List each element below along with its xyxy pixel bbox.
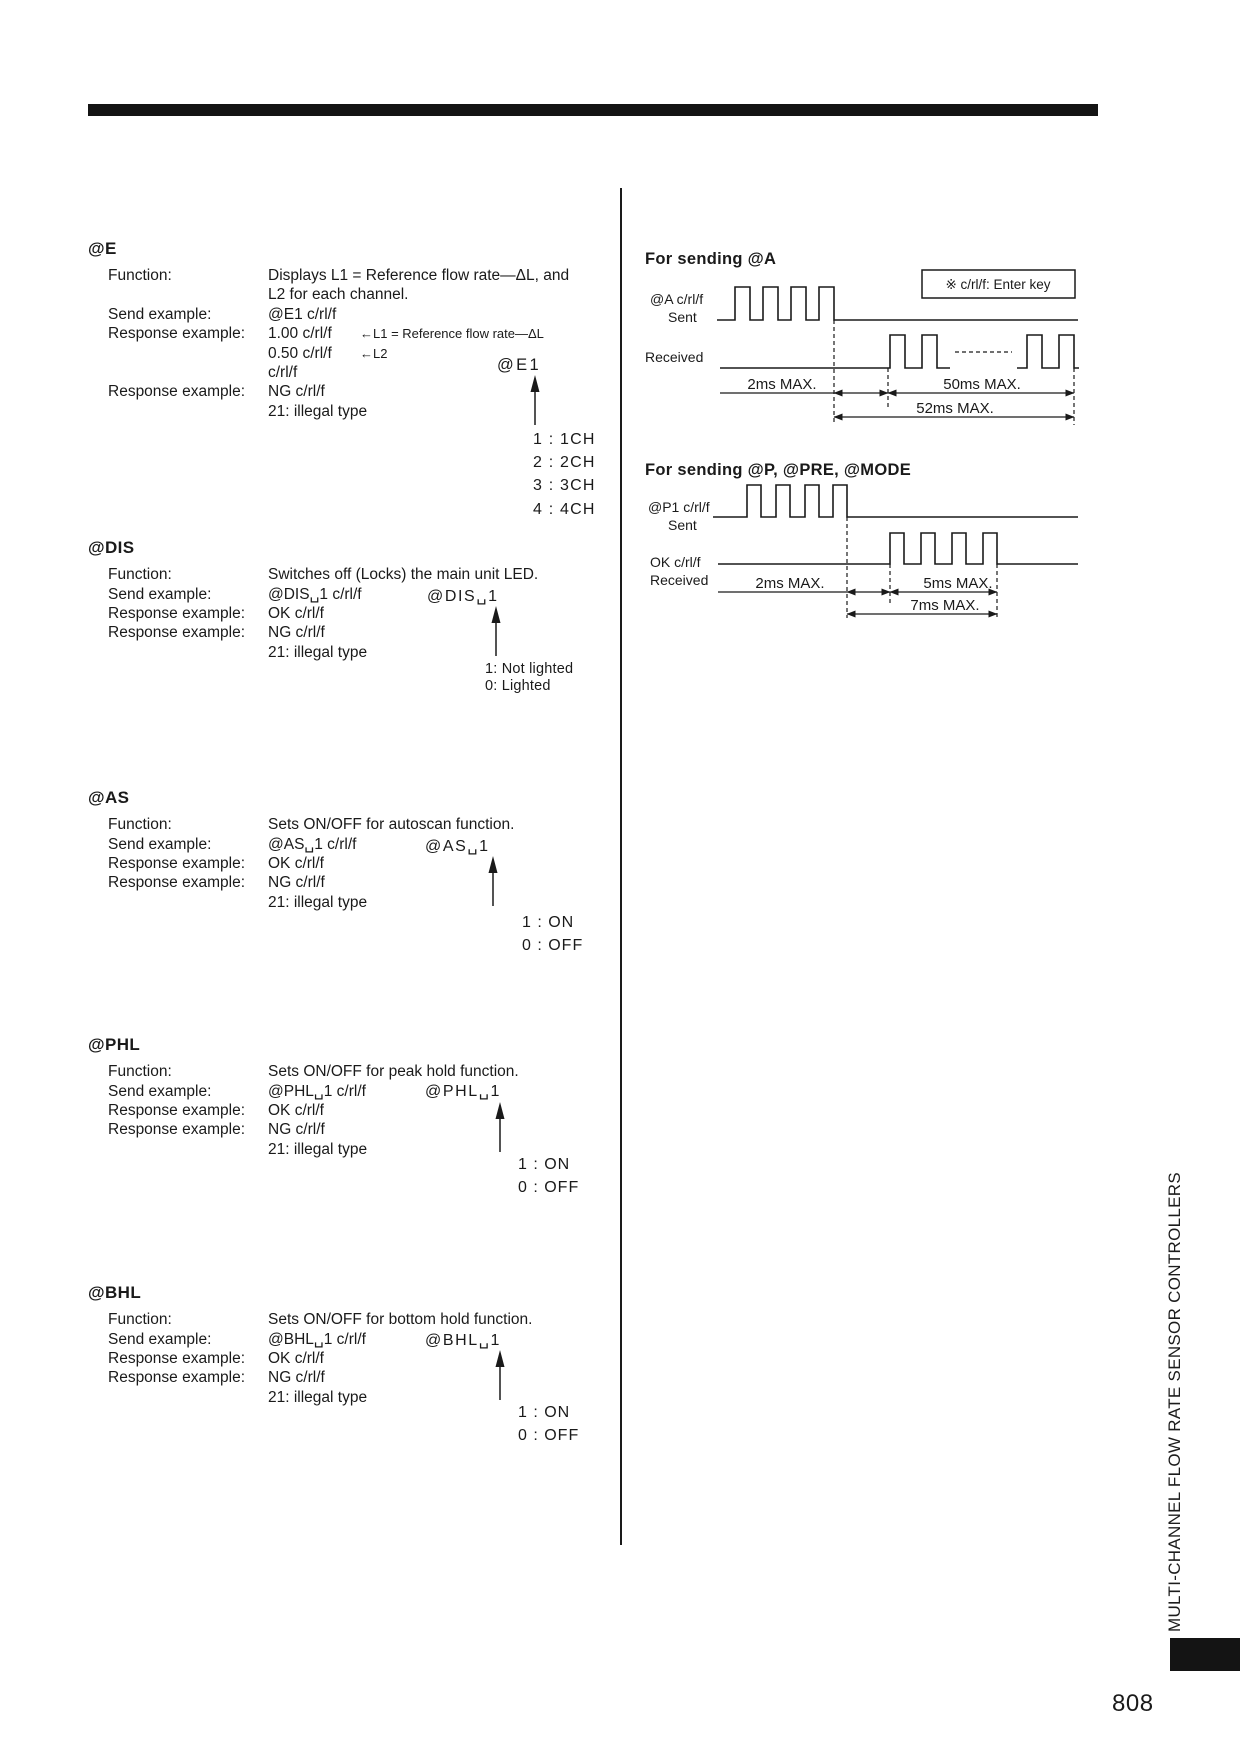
diagram-title-a: For sending @A bbox=[645, 250, 777, 268]
command-title: @E bbox=[88, 239, 117, 258]
spec-row bbox=[88, 306, 613, 325]
legend-item: 0: Lighted bbox=[485, 678, 551, 695]
column-divider bbox=[620, 188, 622, 1545]
spec-value: Sets ON/OFF for peak hold function. bbox=[268, 1063, 519, 1080]
spec-value: NG c/rl/f bbox=[268, 1121, 325, 1139]
spec-value: Displays L1 = Reference flow rate—ΔL, and bbox=[268, 267, 570, 284]
spec-value: NG c/rl/f bbox=[268, 624, 325, 642]
up-arrow-icon bbox=[485, 856, 501, 906]
spec-row bbox=[88, 855, 613, 874]
top-rule bbox=[88, 104, 1098, 116]
received-waveform bbox=[718, 533, 1078, 564]
dimension-label-50ms: 50ms MAX. bbox=[943, 376, 1021, 393]
spec-value: @E1 c/rl/f bbox=[268, 305, 337, 323]
received-label: Received bbox=[650, 572, 709, 588]
spec-label: Response example: bbox=[108, 854, 245, 872]
spec-row bbox=[88, 1311, 613, 1330]
spec-label: Response example: bbox=[108, 1121, 245, 1139]
legend-item: 3 : 3CH bbox=[533, 477, 596, 495]
spec-value bbox=[268, 345, 387, 363]
dimension-label-2ms: 2ms MAX. bbox=[747, 376, 817, 393]
up-arrow-icon bbox=[492, 1350, 508, 1400]
spec-row bbox=[88, 1082, 613, 1101]
legend-item: 1 : ON bbox=[518, 1156, 571, 1173]
command-annotation: @AS␣1 bbox=[425, 838, 490, 855]
response-value: 1.00 c/rl/f bbox=[268, 325, 332, 343]
sent-label: Sent bbox=[668, 517, 697, 533]
spec-value: L2 for each channel. bbox=[268, 286, 409, 304]
spec-value: OK c/rl/f bbox=[268, 604, 324, 622]
spec-row bbox=[88, 267, 613, 286]
spec-value: Sets ON/OFF for bottom hold function. bbox=[268, 1311, 533, 1328]
spec-row bbox=[88, 325, 613, 344]
spec-row bbox=[88, 835, 613, 854]
note-text: ※ c/rl/f: Enter key bbox=[945, 277, 1051, 292]
command-title: @AS bbox=[88, 788, 130, 807]
command-section-bhl bbox=[88, 1283, 613, 1408]
spec-label: Response example: bbox=[108, 383, 245, 401]
spec-label: Response example: bbox=[108, 1101, 245, 1119]
spec-label: Response example: bbox=[108, 1349, 245, 1367]
response-note: ←L2 bbox=[360, 345, 388, 361]
spec-label: Send example: bbox=[108, 586, 212, 604]
spec-row bbox=[88, 566, 613, 585]
command-section-as bbox=[88, 788, 613, 913]
received-label: Received bbox=[645, 349, 704, 365]
spec-label: Send example: bbox=[108, 836, 212, 854]
legend-e bbox=[533, 428, 596, 521]
command-annotation: @E1 bbox=[497, 356, 542, 374]
legend-item: 0 : OFF bbox=[518, 1427, 580, 1444]
legend-item: 2 : 2CH bbox=[533, 454, 596, 472]
spec-row bbox=[88, 585, 613, 604]
spec-label: Response example: bbox=[108, 874, 245, 892]
spec-label: Function: bbox=[108, 566, 172, 583]
command-annotation: @BHL␣1 bbox=[425, 1332, 502, 1349]
dimension-label-7ms: 7ms MAX. bbox=[910, 597, 980, 614]
spec-value: 21: illegal type bbox=[268, 893, 368, 911]
dimension-label-2ms: 2ms MAX. bbox=[755, 575, 825, 592]
spec-label: Response example: bbox=[108, 624, 245, 642]
command-annotation: @PHL␣1 bbox=[425, 1083, 502, 1100]
spec-row bbox=[88, 605, 613, 624]
legend-as bbox=[522, 911, 583, 957]
legend-dis bbox=[485, 661, 573, 695]
up-arrow-icon bbox=[527, 375, 543, 425]
spec-row bbox=[88, 1063, 613, 1082]
response-value: 0.50 c/rl/f bbox=[268, 344, 332, 362]
spec-value: OK c/rl/f bbox=[268, 1101, 324, 1119]
spec-row bbox=[88, 1102, 613, 1121]
legend-item: 0 : OFF bbox=[518, 1179, 580, 1196]
spec-row bbox=[88, 1369, 613, 1388]
spec-label: Function: bbox=[108, 267, 172, 284]
spec-value: 21: illegal type bbox=[268, 643, 368, 661]
legend-bhl bbox=[518, 1401, 579, 1447]
spec-value: NG c/rl/f bbox=[268, 1369, 325, 1387]
sent-label: Sent bbox=[668, 309, 697, 325]
spec-value: @AS␣1 c/rl/f bbox=[268, 836, 357, 854]
up-arrow-icon bbox=[488, 606, 504, 656]
spec-value: Switches off (Locks) the main unit LED. bbox=[268, 566, 539, 583]
spec-value: 21: illegal type bbox=[268, 1388, 368, 1406]
spec-value: OK c/rl/f bbox=[268, 1349, 324, 1367]
spec-row bbox=[88, 1121, 613, 1140]
dimension-label-52ms: 52ms MAX. bbox=[916, 400, 994, 417]
timing-diagram-p bbox=[630, 455, 1090, 625]
command-title: @PHL bbox=[88, 1035, 141, 1054]
spec-row bbox=[88, 286, 613, 305]
up-arrow-icon bbox=[492, 1102, 508, 1152]
spec-row bbox=[88, 624, 613, 643]
spec-row bbox=[88, 874, 613, 893]
spec-label: Function: bbox=[108, 816, 172, 833]
page-number: 808 bbox=[1112, 1690, 1154, 1717]
received-waveform bbox=[720, 335, 950, 368]
spec-value: c/rl/f bbox=[268, 363, 298, 381]
spec-label: Send example: bbox=[108, 1331, 212, 1349]
sent-waveform bbox=[713, 485, 1078, 517]
command-title: @BHL bbox=[88, 1283, 142, 1302]
spec-label: Send example: bbox=[108, 1083, 212, 1101]
spec-row bbox=[88, 1350, 613, 1369]
legend-item: 1 : 1CH bbox=[533, 431, 596, 448]
received-waveform bbox=[1017, 335, 1079, 368]
spec-label: Response example: bbox=[108, 604, 245, 622]
sent-signal-label: @A c/rl/f bbox=[650, 291, 704, 307]
spec-value: NG c/rl/f bbox=[268, 383, 325, 401]
spec-label: Response example: bbox=[108, 325, 245, 343]
legend-item: 1 : ON bbox=[518, 1404, 571, 1421]
legend-item: 1 : ON bbox=[522, 914, 575, 931]
response-note: ←L1 = Reference flow rate—ΔL bbox=[360, 326, 544, 342]
spec-label: Function: bbox=[108, 1311, 172, 1328]
command-section-phl bbox=[88, 1035, 613, 1160]
spec-value: @BHL␣1 c/rl/f bbox=[268, 1331, 366, 1349]
spec-label: Send example: bbox=[108, 305, 212, 323]
legend-item: 1: Not lighted bbox=[485, 661, 574, 677]
spec-value bbox=[268, 325, 544, 343]
section-index-tab bbox=[1170, 1638, 1240, 1671]
spec-value: OK c/rl/f bbox=[268, 854, 324, 872]
sidebar-section-title: MULTI-CHANNEL FLOW RATE SENSOR CONTROLLERS bbox=[1165, 1171, 1184, 1632]
spec-label: Response example: bbox=[108, 1369, 245, 1387]
command-annotation: @DIS␣1 bbox=[427, 588, 499, 605]
spec-value: Sets ON/OFF for autoscan function. bbox=[268, 816, 515, 833]
spec-value: @PHL␣1 c/rl/f bbox=[268, 1083, 366, 1101]
command-title: @DIS bbox=[88, 538, 135, 557]
spec-row bbox=[88, 1330, 613, 1349]
spec-value: 21: illegal type bbox=[268, 1140, 368, 1158]
spec-value: NG c/rl/f bbox=[268, 874, 325, 892]
spec-row bbox=[88, 816, 613, 835]
dimension-label-5ms: 5ms MAX. bbox=[923, 575, 993, 592]
diagram-title-p: For sending @P, @PRE, @MODE bbox=[645, 461, 912, 479]
command-section-dis bbox=[88, 538, 613, 663]
spec-value: 21: illegal type bbox=[268, 402, 368, 420]
legend-item: 0 : OFF bbox=[522, 937, 584, 954]
spec-label: Function: bbox=[108, 1063, 172, 1080]
legend-phl bbox=[518, 1153, 579, 1199]
legend-item: 4 : 4CH bbox=[533, 500, 596, 518]
timing-diagram-a bbox=[630, 245, 1090, 430]
received-signal-label: OK c/rl/f bbox=[650, 554, 701, 570]
spec-value: @DIS␣1 c/rl/f bbox=[268, 586, 362, 604]
sent-signal-label: @P1 c/rl/f bbox=[648, 499, 710, 515]
